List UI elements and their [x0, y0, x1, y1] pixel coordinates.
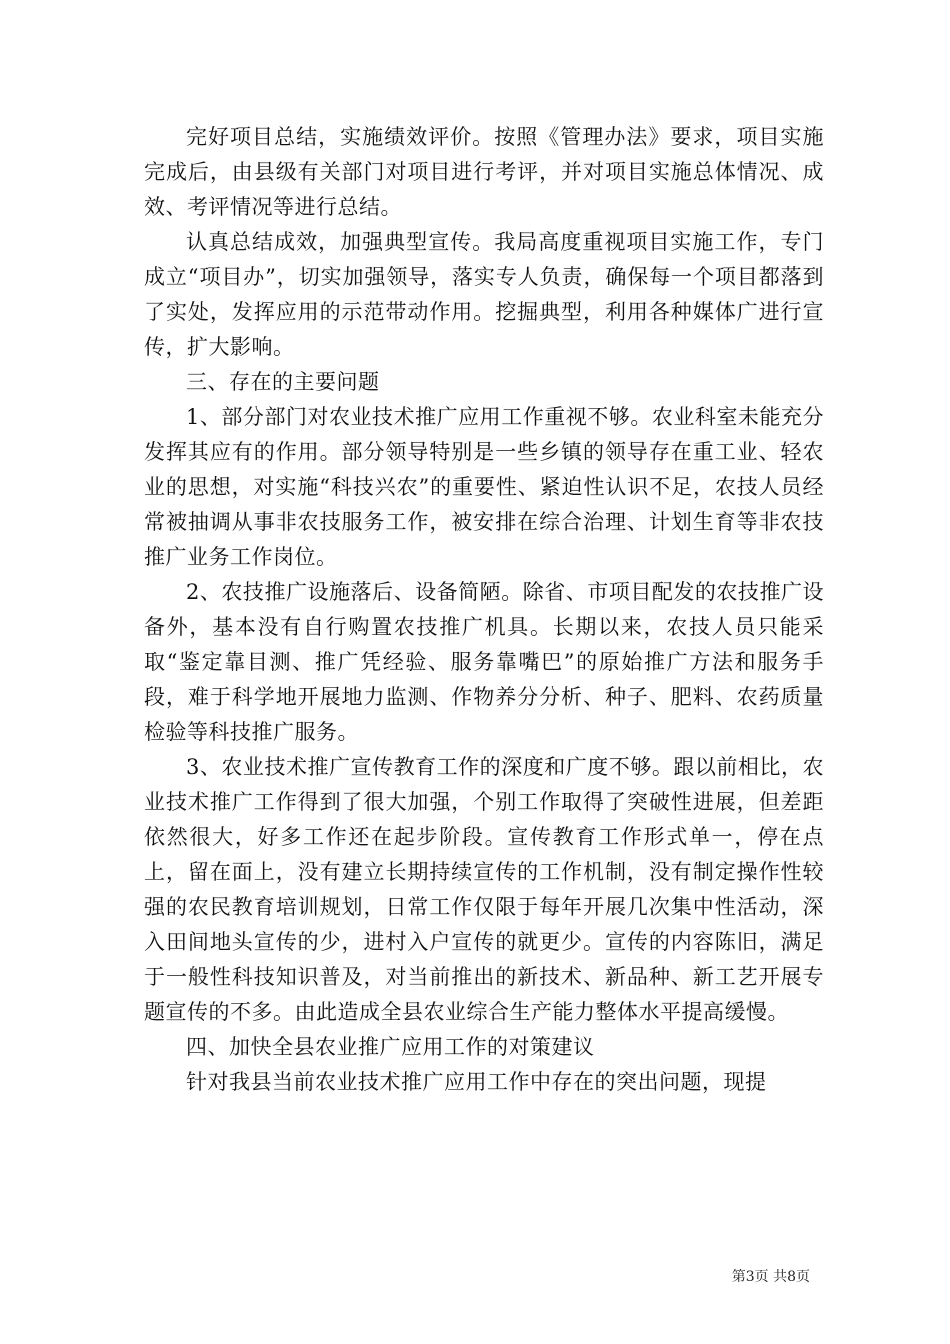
paragraph-problem-1: 1、部分部门对农业技术推广应用工作重视不够。农业科室未能充分发挥其应有的作用。部分领导特别是一些乡镇的领导存在重工业、轻农业的思想，对实施“科技兴农”的重要性、紧迫性认识不足，农技人员经常被抽调从事非农技服务工作，被安排在综合治理、计划生育等非农技推广业务工作岗位。 — [144, 405, 824, 569]
page-number: 第3页 共8页 — [731, 1269, 810, 1285]
paragraph-publicity: 认真总结成效，加强典型宣传。我局高度重视项目实施工作，专门成立“项目办”，切实加强领导，落实专人负责，确保每一个项目都落到了实处，发挥应用的示范带动作用。挖掘典型，利用各种媒体广进行宣传，扩大影响。 — [144, 230, 824, 359]
paragraph-suggestions-intro: 针对我县当前农业技术推广应用工作中存在的突出问题，现提 — [186, 1070, 767, 1094]
paragraph-problem-3: 3、农业技术推广宣传教育工作的深度和广度不够。跟以前相比，农业技术推广工作得到了很大加强，个别工作取得了突破性进展，但差距依然很大，好多工作还在起步阶段。宣传教育工作形式单一，停在点上，留在面上，没有建立长期持续宣传的工作机制，没有制定操作性较强的农民教育培训规划，日常工作仅限于每年开展几次集中性活动，深入田间地头宣传的少，进村入户宣传的就更少。宣传的内容陈旧，满足于一般性科技知识普及，对当前推出的新技术、新品种、新工艺开展专题宣传的不多。由此造成全县农业综合生产能力整体水平提高缓慢。 — [144, 755, 824, 1024]
document-body — [144, 120, 824, 1100]
section-heading-suggestions: 四、加快全县农业推广应用工作的对策建议 — [186, 1035, 595, 1059]
paragraph-project-summary: 完好项目总结，实施绩效评价。按照《管理办法》要求，项目实施完成后，由县级有关部门对项目进行考评，并对项目实施总体情况、成效、考评情况等进行总结。 — [144, 125, 824, 219]
paragraph-problem-2: 2、农技推广设施落后、设备简陋。除省、市项目配发的农技推广设备外，基本没有自行购置农技推广机具。长期以来，农技人员只能采取“鉴定靠目测、推广凭经验、服务靠嘴巴”的原始推广方法和服务手段，难于科学地开展地力监测、作物养分分析、种子、肥料、农药质量检验等科技推广服务。 — [144, 580, 824, 744]
section-heading-problems: 三、存在的主要问题 — [186, 370, 380, 394]
